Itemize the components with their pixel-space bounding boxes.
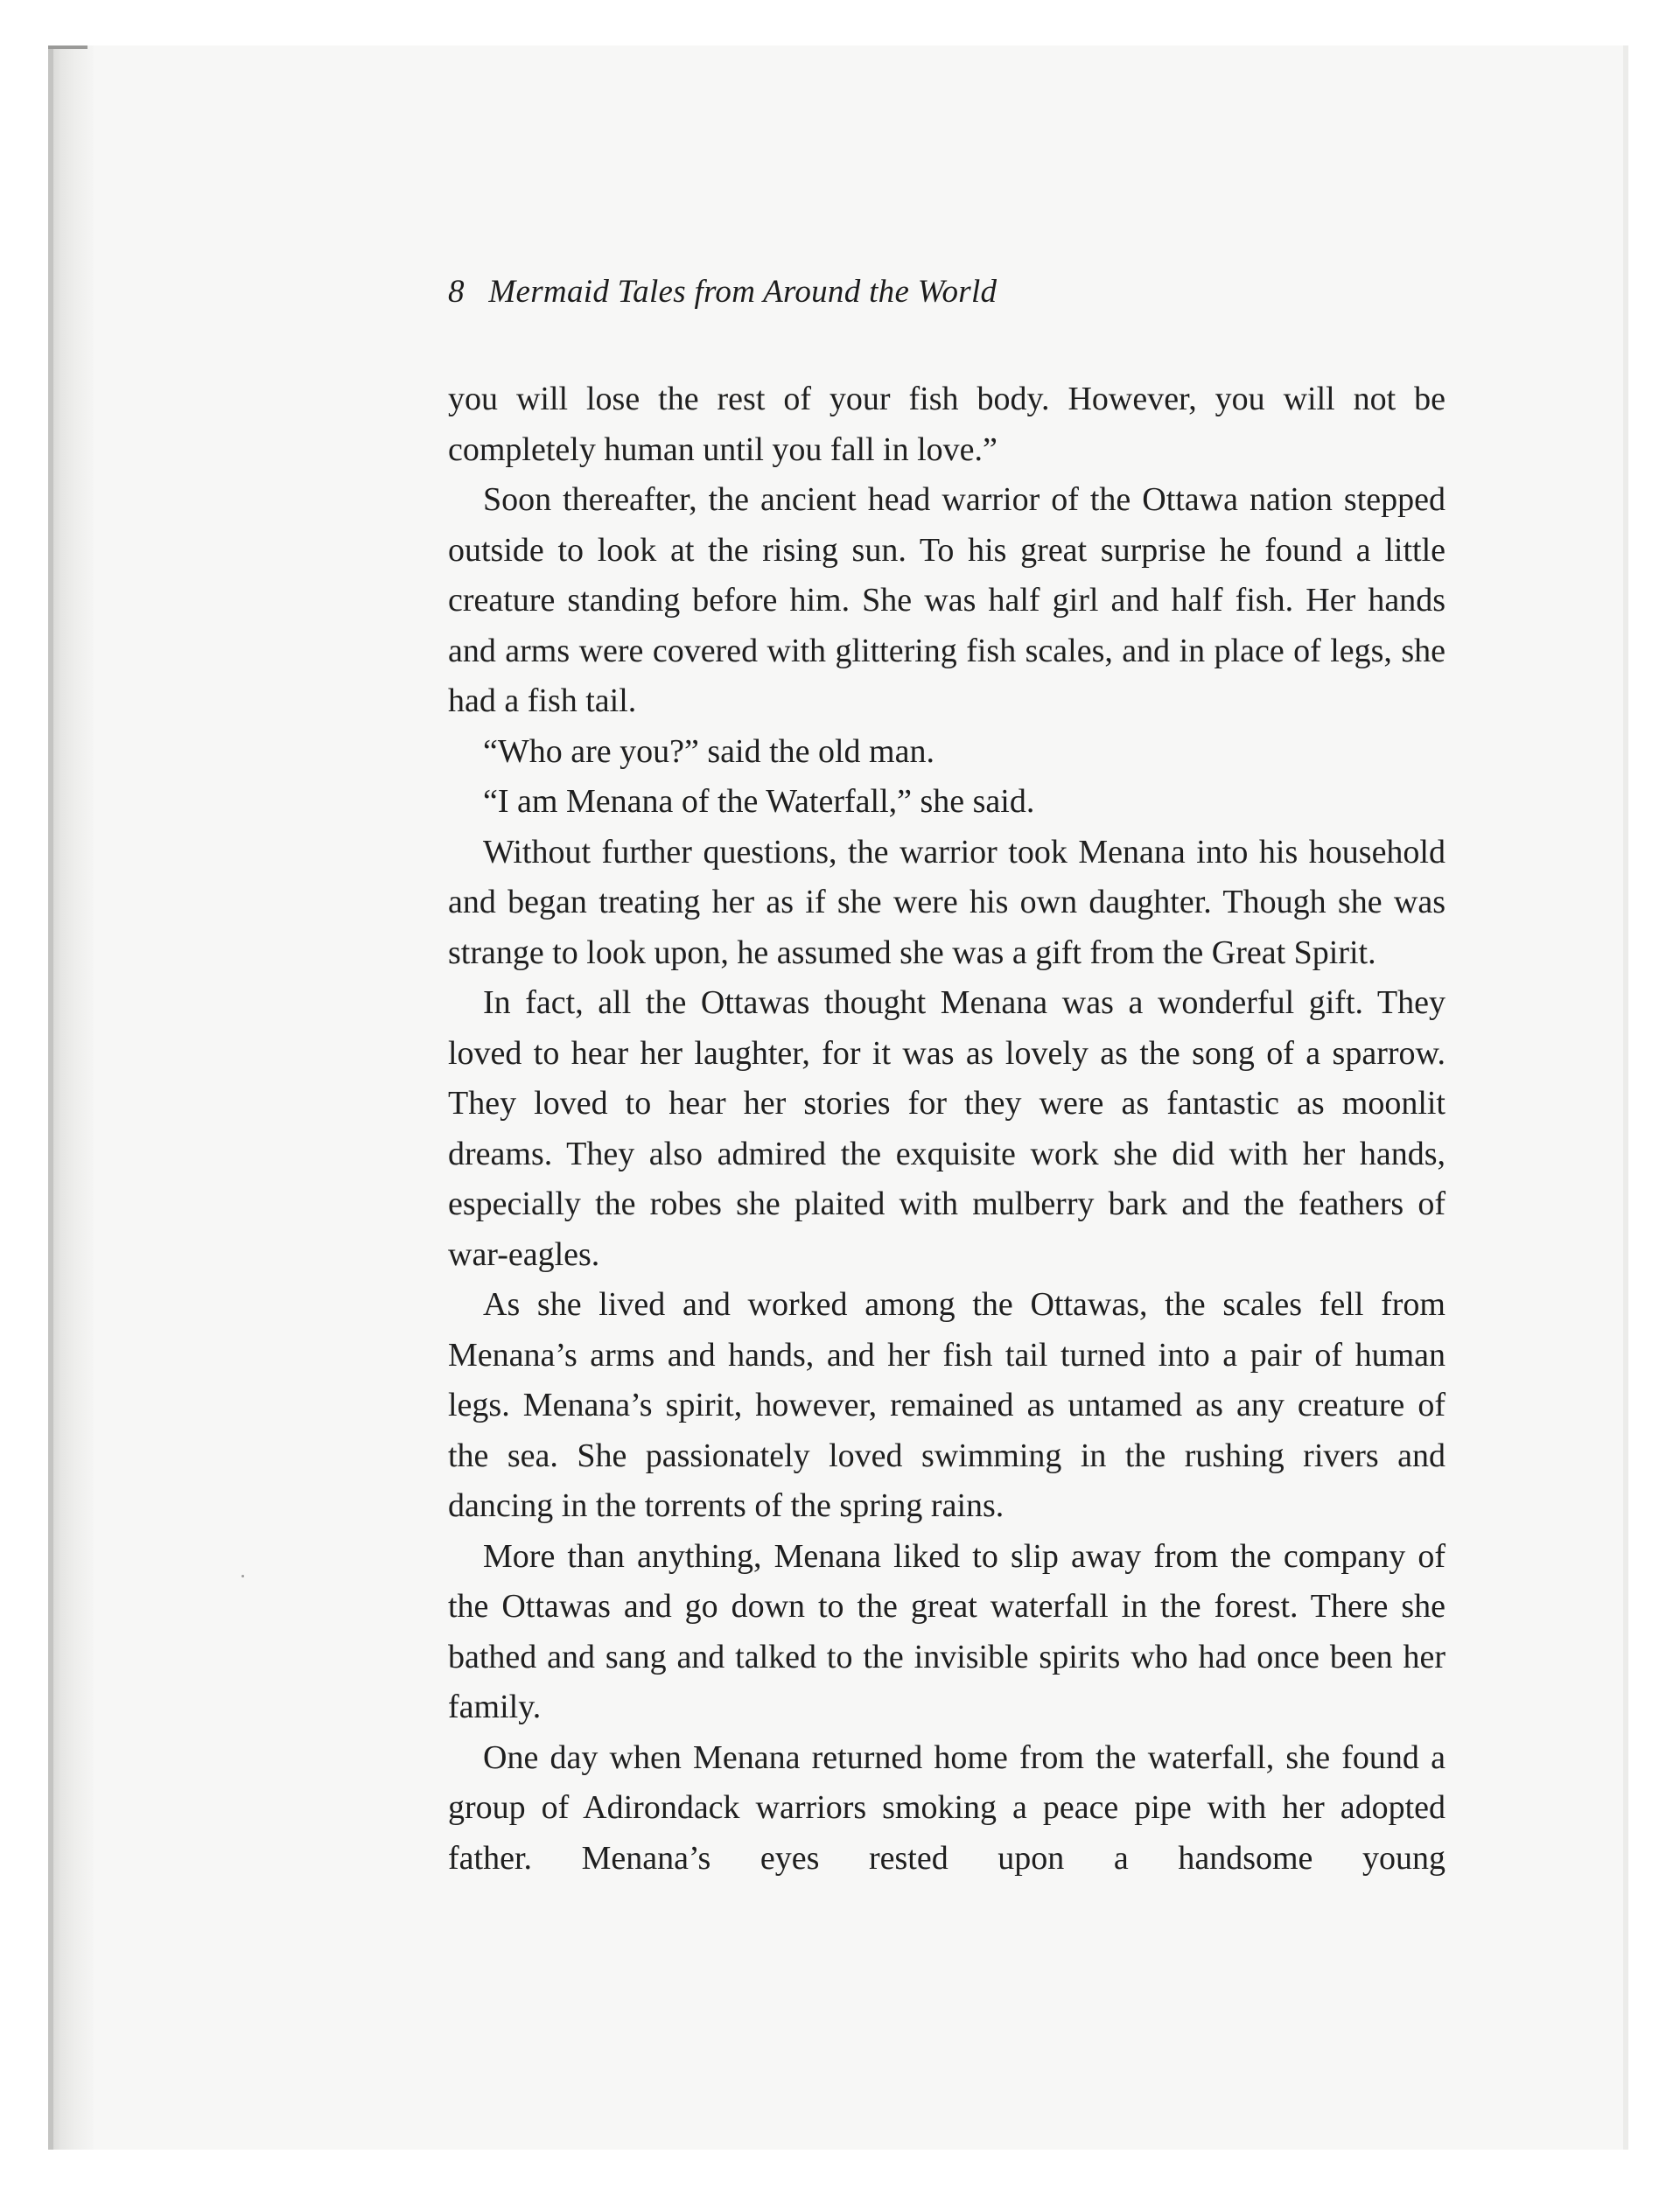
paragraph: “Who are you?” said the old man. <box>483 732 934 770</box>
paragraph: Without further questions, the warrior took Menana into his household and began treating her as if she were his own daughter. Though she was strange to look upon, he assumed she was a gift from the Great Spirit. <box>448 833 1446 971</box>
paragraph: In fact, all the Ottawas thought Menana was a wonderful gift. They loved to hear her laughter, for it was as lovely as the song of a sparrow. They loved to hear her stories for they were as fantastic as moonlit dreams. They also admired the exquisite work she did with her hands, especially the robes she plaited with mulberry bark and the feathers of war-eagles. <box>448 984 1446 1273</box>
page-number: 8 <box>448 274 465 310</box>
paragraph: As she lived and worked among the Ottawas, the scales fell from Menana’s arms and hands, and her fish tail turned into a pair of human legs. Menana’s spirit, however, remained as untamed as any creature of the sea. She passionately loved swimming in the rushing rivers and dancing in the torrents of the spring rains. <box>448 1286 1446 1524</box>
paragraph: you will lose the rest of your fish body. However, you will not be completely human until you fall in love.” <box>448 381 1446 468</box>
paragraph: “I am Menana of the Waterfall,” she said. <box>483 783 1035 820</box>
book-title: Mermaid Tales from Around the World <box>488 274 998 310</box>
scan-speck <box>242 1575 244 1577</box>
paragraph: More than anything, Menana liked to slip away from the company of the Ottawas and go down to the great waterfall in the forest. There she bathed and sang and talked to the invisible spirits who had once been her family. <box>448 1537 1446 1725</box>
paragraph: Soon thereafter, the ancient head warrior of the Ottawa nation stepped outside to look at the rising sun. To his great surprise he found a little creature standing before him. She was half girl and half fish. Her hands and arms were covered with glittering fish scales, and in place of legs, she had a fish tail. <box>448 481 1446 719</box>
body-text <box>448 374 1446 1884</box>
running-head <box>448 273 997 311</box>
paragraph: One day when Menana returned home from the waterfall, she found a group of Adirondack warriors smoking a peace pipe with her adopted father. Menana’s eyes rested upon a handsome young <box>448 1738 1446 1877</box>
